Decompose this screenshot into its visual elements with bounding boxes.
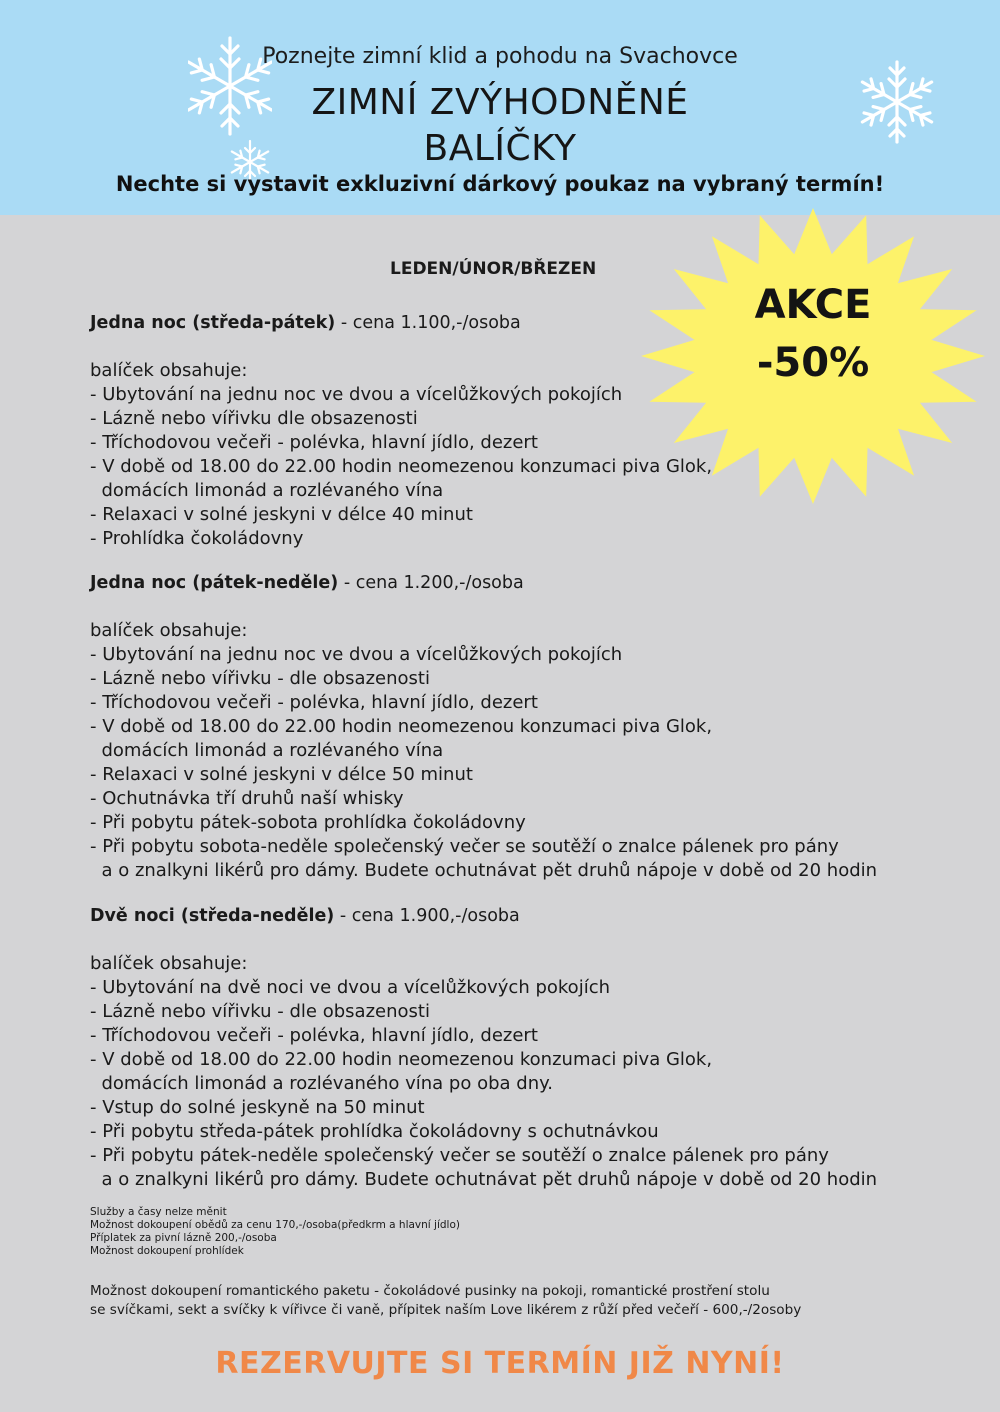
header-banner: [0, 0, 1000, 215]
list-item: - Při pobytu středa-pátek prohlídka čokoládovny s ochutnávkou: [90, 1121, 659, 1142]
package-intro: balíček obsahuje:: [90, 620, 248, 641]
package-title: [90, 571, 960, 595]
list-item: - Při pobytu pátek-sobota prohlídka čokoládovny: [90, 812, 526, 833]
note-line: Možnost dokoupení obědů za cenu 170,-/osoba(předkrm a hlavní jídlo): [90, 1219, 460, 1231]
romantic-package-offer: [90, 1282, 960, 1320]
notes-block: [90, 1206, 460, 1258]
list-item: domácích limonád a rozlévaného vína: [90, 740, 444, 761]
list-item: - Lázně nebo vířivku dle obsazenosti: [90, 408, 418, 429]
list-item: - Relaxaci v solné jeskyni v délce 50 minut: [90, 764, 473, 785]
list-item: - Lázně nebo vířivku - dle obsazenosti: [90, 1001, 430, 1022]
romantic-line: se svíčkami, sekt a svíčky k vířivce či vaně, přípitek naším Love likérem z růží před večeří - 600,-/2osoby: [90, 1302, 802, 1318]
package-price: - cena 1.900,-/osoba: [334, 906, 520, 926]
list-item: - V době od 18.00 do 22.00 hodin neomezenou konzumaci piva Glok,: [90, 716, 713, 737]
package-3: [90, 904, 960, 1192]
list-item: - Relaxaci v solné jeskyni v délce 40 minut: [90, 504, 473, 525]
romantic-line: Možnost dokoupení romantického paketu - čokoládové pusinky na pokoji, romantické prostření stolu: [90, 1283, 770, 1299]
list-item: - Ubytování na dvě noci ve dvou a vícelůžkových pokojích: [90, 977, 610, 998]
list-item: - Lázně nebo vířivku - dle obsazenosti: [90, 668, 430, 689]
list-item: a o znalkyni likérů pro dámy. Budete ochutnávat pět druhů nápoje v době od 20 hodin: [90, 1169, 878, 1190]
package-items: [90, 383, 960, 551]
package-name: Jedna noc (středa-pátek): [90, 313, 336, 333]
package-title: [90, 311, 960, 335]
promo-discount: -50%: [756, 340, 870, 386]
package-intro: balíček obsahuje:: [90, 360, 248, 381]
promo-label: AKCE: [754, 282, 872, 328]
header-subtitle: Poznejte zimní klid a pohodu na Svachovce: [262, 44, 738, 69]
note-line: Příplatek za pivní lázně 200,-/osoba: [90, 1232, 277, 1244]
list-item: - V době od 18.00 do 22.00 hodin neomezenou konzumaci piva Glok,: [90, 1049, 713, 1070]
list-item: - Tříchodovou večeři - polévka, hlavní jídlo, dezert: [90, 432, 538, 453]
package-price: - cena 1.100,-/osoba: [335, 313, 521, 333]
list-item: domácích limonád a rozlévaného vína po oba dny.: [90, 1073, 553, 1094]
list-item: - Tříchodovou večeři - polévka, hlavní jídlo, dezert: [90, 1025, 538, 1046]
season-heading: LEDEN/ÚNOR/BŘEZEN: [390, 259, 597, 279]
list-item: - V době od 18.00 do 22.00 hodin neomezenou konzumaci piva Glok,: [90, 456, 713, 477]
list-item: domácích limonád a rozlévaného vína: [90, 480, 444, 501]
package-items: [90, 643, 960, 883]
list-item: - Vstup do solné jeskyně na 50 minut: [90, 1097, 425, 1118]
package-name: Jedna noc (pátek-neděle): [90, 573, 339, 593]
list-item: - Ubytování na jednu noc ve dvou a vícelůžkových pokojích: [90, 384, 623, 405]
reservation-call-to-action: REZERVUJTE SI TERMÍN JIŽ NYNÍ!: [215, 1346, 785, 1381]
note-line: Možnost dokoupení prohlídek: [90, 1245, 244, 1257]
list-item: - Ubytování na jednu noc ve dvou a vícelůžkových pokojích: [90, 644, 623, 665]
page-title-line2: BALÍČKY: [423, 128, 577, 169]
package-price: - cena 1.200,-/osoba: [338, 573, 524, 593]
list-item: - Při pobytu sobota-neděle společenský večer se soutěží o znalce pálenek pro pány: [90, 836, 839, 857]
header-tagline: Nechte si vystavit exkluzivní dárkový poukaz na vybraný termín!: [115, 172, 885, 196]
package-2: [90, 571, 960, 883]
package-items: [90, 976, 960, 1192]
package-name: Dvě noci (středa-neděle): [90, 906, 335, 926]
page-title-line1: ZIMNÍ ZVÝHODNĚNÉ: [311, 82, 689, 123]
list-item: - Tříchodovou večeři - polévka, hlavní jídlo, dezert: [90, 692, 538, 713]
list-item: a o znalkyni likérů pro dámy. Budete ochutnávat pět druhů nápoje v době od 20 hodin: [90, 860, 878, 881]
note-line: Služby a časy nelze měnit: [90, 1206, 227, 1218]
list-item: - Prohlídka čokoládovny: [90, 528, 304, 549]
package-1: [90, 311, 960, 551]
package-intro: balíček obsahuje:: [90, 953, 248, 974]
list-item: - Při pobytu pátek-neděle společenský večer se soutěží o znalce pálenek pro pány: [90, 1145, 829, 1166]
list-item: - Ochutnávka tří druhů naší whisky: [90, 788, 404, 809]
package-title: [90, 904, 960, 928]
